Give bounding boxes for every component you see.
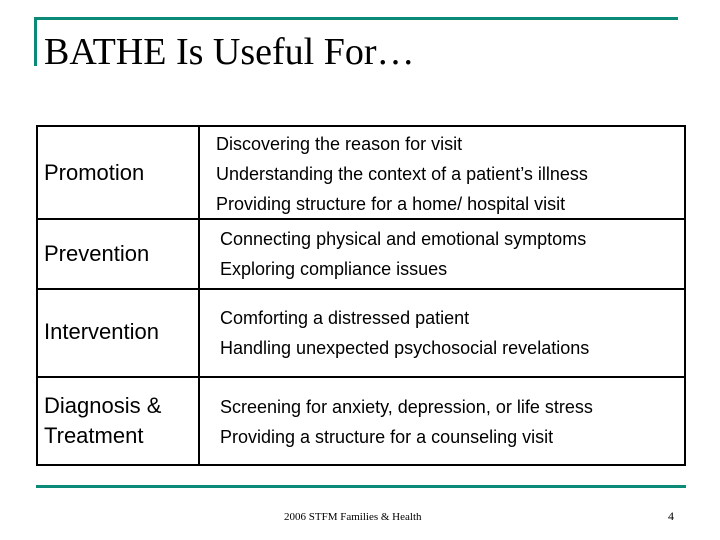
bathe-table — [36, 125, 686, 466]
list-item: Discovering the reason for visit — [216, 134, 463, 154]
list-item: Connecting physical and emotional symptoms — [220, 229, 587, 249]
list-item: Providing a structure for a counseling visit — [220, 427, 554, 447]
row-label-diagnosis-treatment — [44, 391, 161, 451]
row-label-prevention: Prevention — [44, 241, 150, 266]
row-label-line: Diagnosis & — [44, 393, 162, 418]
list-item: Comforting a distressed patient — [220, 308, 470, 328]
table-border-right — [684, 125, 686, 466]
table-divider-2 — [36, 288, 686, 290]
table-column-divider — [198, 125, 200, 466]
list-item: Understanding the context of a patient’s illness — [216, 164, 588, 184]
slide-title: BATHE Is Useful For… — [44, 31, 415, 73]
top-accent-vertical — [34, 17, 37, 66]
page-number: 4 — [668, 509, 674, 523]
table-divider-3 — [36, 376, 686, 378]
table-border-top — [36, 125, 686, 127]
list-item: Screening for anxiety, depression, or life stress — [220, 397, 593, 417]
list-item: Providing structure for a home/ hospital visit — [216, 194, 566, 214]
row-label-intervention: Intervention — [44, 319, 159, 344]
footer-text: 2006 STFM Families & Health — [284, 511, 422, 523]
table-border-bottom — [36, 464, 686, 466]
row-label-promotion: Promotion — [44, 160, 145, 185]
table-border-left — [36, 125, 38, 466]
top-accent-horizontal — [34, 17, 678, 20]
list-item: Handling unexpected psychosocial revelations — [220, 338, 590, 358]
list-item: Exploring compliance issues — [220, 259, 448, 279]
row-label-line: Treatment — [44, 423, 144, 448]
bottom-accent-horizontal — [36, 485, 686, 488]
